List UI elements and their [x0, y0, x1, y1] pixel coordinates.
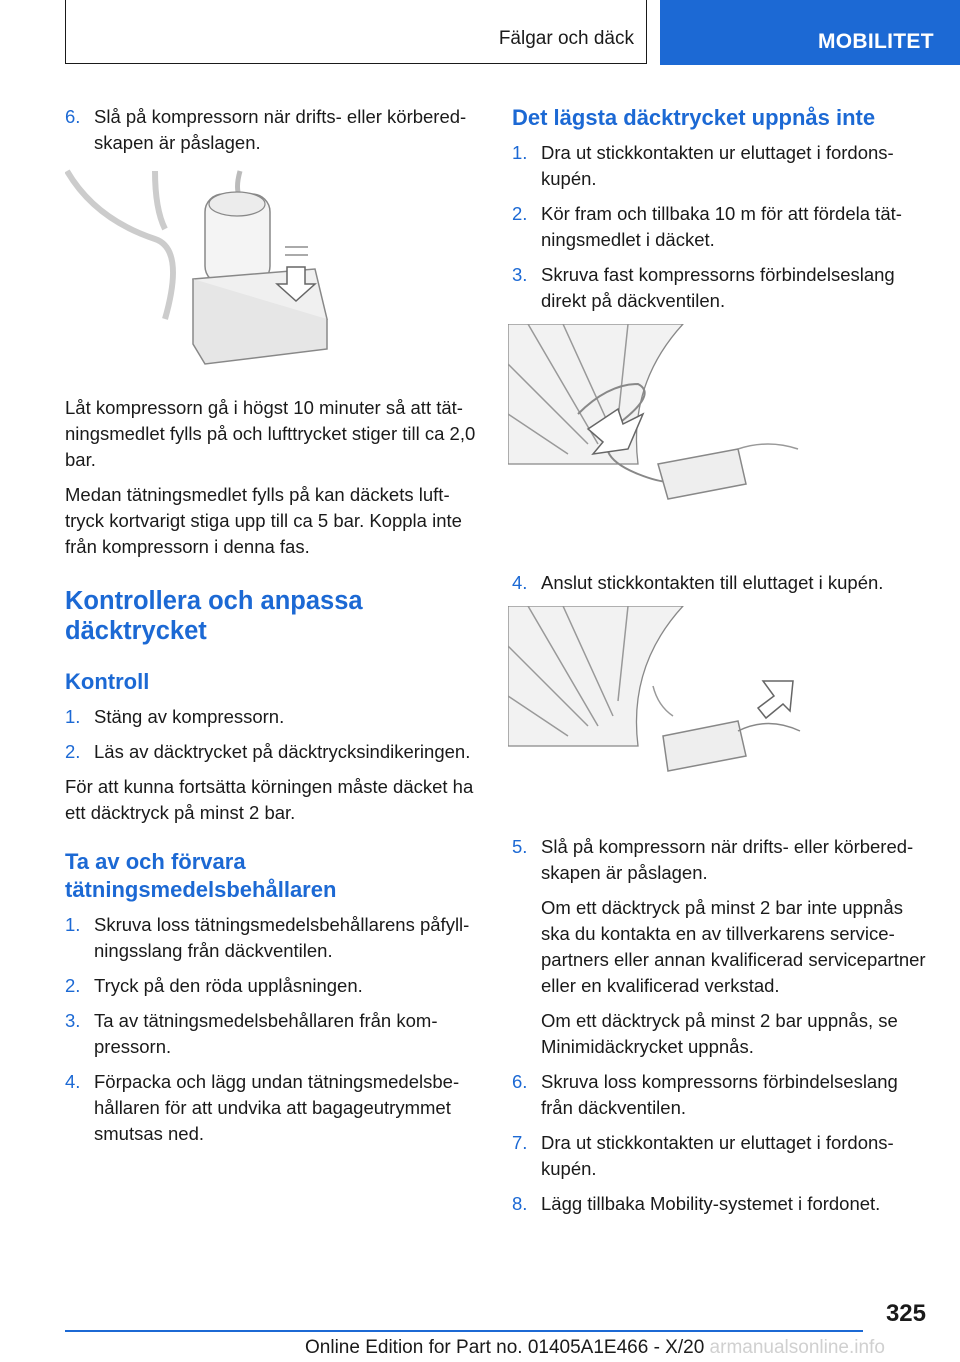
- step-number: 4.: [65, 1071, 81, 1092]
- left-column: [65, 104, 480, 1156]
- step-text: Skruva loss tätningsmedelsbehållarens påfyllningsslang från däckventilen.: [94, 914, 470, 961]
- list-item: [512, 1130, 932, 1182]
- list-item: [65, 1008, 480, 1060]
- subsection-heading: Ta av och förvara tätningsmedelsbehållaren: [65, 849, 337, 902]
- step-text: Skruva loss kompressorns förbindelseslang från däckventilen.: [541, 1071, 898, 1118]
- step-number: 3.: [512, 264, 528, 285]
- step-text: Skruva fast kompressorns förbindelseslang direkt på däckventilen.: [541, 264, 895, 311]
- list-item: [512, 834, 932, 886]
- list-item: [65, 739, 480, 765]
- section-title: Fälgar och däck: [498, 28, 634, 49]
- step-number: 2.: [65, 741, 81, 762]
- page-number: 325: [885, 1300, 926, 1327]
- list-item: [65, 704, 480, 730]
- paragraph: Medan tätningsmedlet fylls på kan däckets lufttryck kortvarigt stiga upp till ca 5 bar. Koppla inte från kompressorn i denna fas.: [65, 484, 462, 557]
- list-item: [512, 201, 932, 253]
- step-number: 1.: [65, 706, 81, 727]
- step-text: Förpacka och lägg undan tätningsmedelsbehållaren för att undvika att bagageutrymmet smutsas ned.: [94, 1071, 460, 1144]
- list-item: [512, 570, 932, 596]
- paragraph: Låt kompressorn gå i högst 10 minuter så att tätningsmedlet fylls på och lufttrycket stiger till ca 2,0 bar.: [65, 397, 476, 470]
- list-item: [512, 262, 932, 314]
- step-number: 2.: [65, 975, 81, 996]
- right-column: [512, 104, 932, 1226]
- list-item: [512, 140, 932, 192]
- list-item: [512, 1069, 932, 1121]
- section-heading: Det lägsta däcktrycket uppnås inte: [512, 105, 876, 130]
- step-text: Ta av tätningsmedelsbehållaren från kompressorn.: [94, 1010, 438, 1057]
- step-number: 6.: [512, 1071, 528, 1092]
- subsection-heading: Kontroll: [65, 669, 150, 694]
- list-item: [65, 104, 480, 156]
- step-text: Läs av däcktrycket på däcktrycksindikeringen.: [94, 741, 471, 762]
- list-item: [512, 1191, 932, 1217]
- step-number: 2.: [512, 203, 528, 224]
- step-text: Dra ut stickkontakten ur eluttaget i fordonskupén.: [541, 1132, 894, 1179]
- step-text: Dra ut stickkontakten ur eluttaget i fordonskupén.: [541, 142, 894, 189]
- paragraph: Om ett däcktryck på minst 2 bar inte uppnås ska du kontakta en av tillverkarens servicepartners eller annan kvalificerad servicepartner eller en kvalificerad verkstad.: [541, 897, 926, 996]
- step-number: 1.: [65, 914, 81, 935]
- step-number: 1.: [512, 142, 528, 163]
- section-heading: Kontrollera och anpassa däcktrycket: [65, 587, 363, 645]
- edition-text: Online Edition for Part no. 01405A1E466 - X/20: [305, 1337, 705, 1358]
- wheel-connection-illustration: [508, 324, 808, 514]
- step-text: Slå på kompressorn när drifts- eller körberedskapen är påslagen.: [94, 106, 467, 153]
- paragraph: För att kunna fortsätta körningen måste däcket ha ett däcktryck på minst 2 bar.: [65, 776, 474, 823]
- step-text: Lägg tillbaka Mobility-systemet i fordonet.: [541, 1193, 881, 1214]
- step-text: Tryck på den röda upplåsningen.: [94, 975, 363, 996]
- watermark: armanualsonline.info: [709, 1337, 885, 1358]
- step-text: Stäng av kompressorn.: [94, 706, 285, 727]
- list-item: [65, 912, 480, 964]
- step-number: 6.: [65, 106, 81, 127]
- chapter-tab[interactable]: MOBILITET: [660, 0, 960, 65]
- list-item: [65, 973, 480, 999]
- step-number: 7.: [512, 1132, 528, 1153]
- header-frame: [65, 0, 647, 64]
- paragraph: Om ett däcktryck på minst 2 bar uppnås, se Minimidäckrycket uppnås.: [541, 1010, 898, 1057]
- footer-edition: [305, 1337, 885, 1359]
- step-number: 4.: [512, 572, 528, 593]
- step-text: Kör fram och tillbaka 10 m för att fördela tätningsmedlet i däcket.: [541, 203, 902, 250]
- footer-divider: [65, 1330, 863, 1332]
- compressor-illustration: [65, 169, 335, 369]
- step-number: 8.: [512, 1193, 528, 1214]
- plug-in-illustration: [508, 606, 808, 796]
- step-number: 3.: [65, 1010, 81, 1031]
- step-text: Slå på kompressorn när drifts- eller körberedskapen är påslagen.: [541, 836, 914, 883]
- step-text: Anslut stickkontakten till eluttaget i kupén.: [541, 572, 884, 593]
- list-item: [65, 1069, 480, 1147]
- step-number: 5.: [512, 836, 528, 857]
